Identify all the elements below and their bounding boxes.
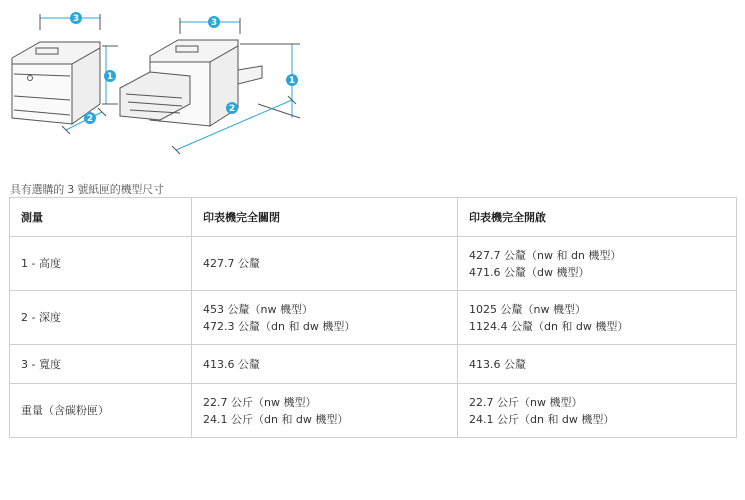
header-open: 印表機完全開啟 <box>458 198 737 237</box>
cell-line: 453 公釐（nw 機型） <box>203 302 313 316</box>
dimensions-table <box>9 197 737 438</box>
cell-line: 471.6 公釐（dw 機型） <box>469 265 590 279</box>
table-caption: 具有選購的 3 號紙匣的機型尺寸 <box>10 183 164 196</box>
cell-line: 22.7 公斤（nw 機型） <box>469 395 583 409</box>
cell-open <box>458 384 737 438</box>
row-label-width: 3 - 寬度 <box>10 345 192 384</box>
cell-line: 1025 公釐（nw 機型） <box>469 302 586 316</box>
callout-2-right-label: 2 <box>228 104 236 114</box>
table-row <box>10 237 737 291</box>
callout-3-right-label: 3 <box>210 18 218 28</box>
cell-line: 413.6 公釐 <box>203 357 260 371</box>
row-label-weight: 重量（含碳粉匣） <box>10 384 192 438</box>
cell-open <box>458 345 737 384</box>
table-header-row <box>10 198 737 237</box>
printer-closed-drawing <box>12 42 100 124</box>
cell-line: 413.6 公釐 <box>469 357 526 371</box>
cell-closed <box>192 291 458 345</box>
cell-closed <box>192 345 458 384</box>
cell-line: 1124.4 公釐（dn 和 dw 機型） <box>469 319 629 333</box>
header-closed: 印表機完全關閉 <box>192 198 458 237</box>
row-label-height: 1 - 高度 <box>10 237 192 291</box>
printer-open-drawing <box>120 40 262 126</box>
cell-line: 427.7 公釐（nw 和 dn 機型） <box>469 248 622 262</box>
header-measurement: 測量 <box>10 198 192 237</box>
cell-line: 427.7 公釐 <box>203 257 260 270</box>
cell-open <box>458 237 737 291</box>
printer-dimensions-illustration <box>0 0 320 165</box>
table-row <box>10 291 737 345</box>
table-row <box>10 345 737 384</box>
cell-line: 22.7 公斤（nw 機型） <box>203 395 317 409</box>
callout-1-left-label: 1 <box>106 72 114 82</box>
cell-line: 24.1 公斤（dn 和 dw 機型） <box>469 412 615 426</box>
cell-closed <box>192 237 458 291</box>
table-row <box>10 384 737 438</box>
callout-1-right-label: 1 <box>288 76 296 86</box>
cell-closed <box>192 384 458 438</box>
callout-2-left-label: 2 <box>86 114 94 124</box>
cell-open <box>458 291 737 345</box>
callout-3-left-label: 3 <box>72 14 80 24</box>
row-label-depth: 2 - 深度 <box>10 291 192 345</box>
cell-line: 24.1 公斤（dn 和 dw 機型） <box>203 412 349 426</box>
cell-line: 472.3 公釐（dn 和 dw 機型） <box>203 319 356 333</box>
